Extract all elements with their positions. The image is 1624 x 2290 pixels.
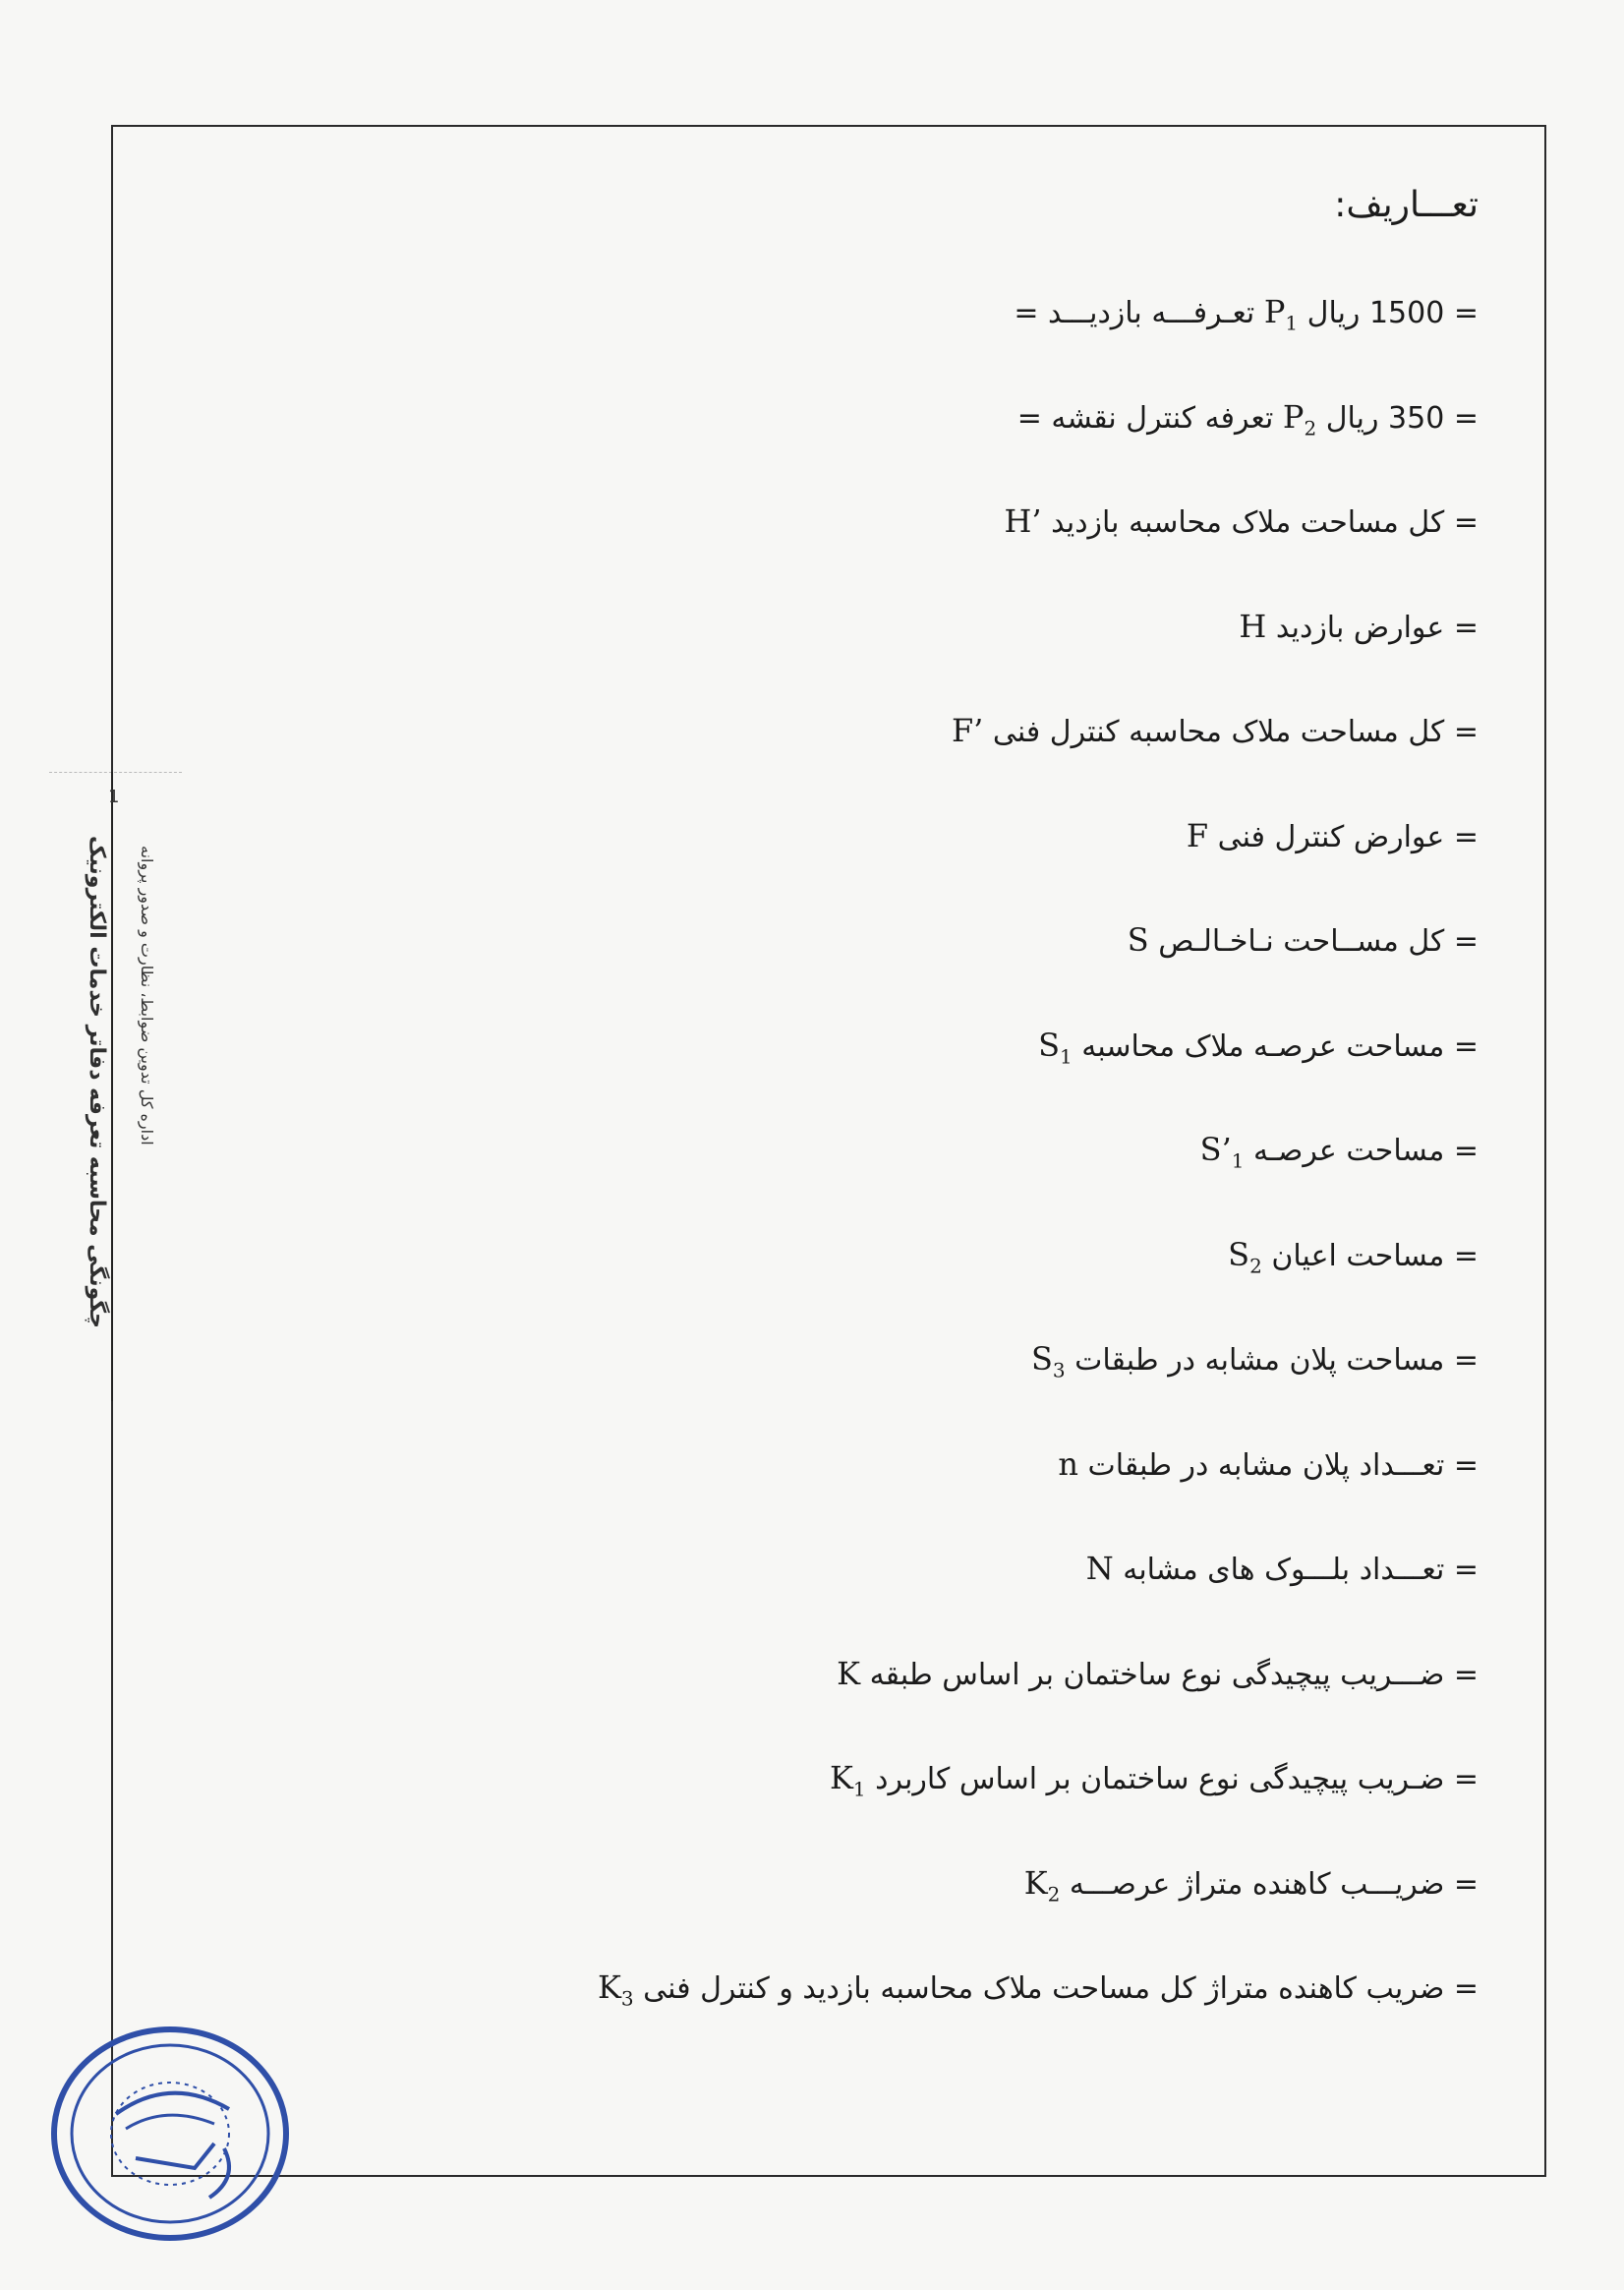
definition-text: = کل مســاحت نـاخـالـص — [1158, 924, 1479, 959]
symbol-subscript: 1 — [1231, 1148, 1245, 1173]
definition-row — [1031, 1337, 1479, 1391]
symbol-base: S — [1038, 1026, 1060, 1064]
symbol-base: n — [1058, 1444, 1078, 1483]
definition-text: = ضریـــب کاهنده متراژ عرصـــه — [1069, 1866, 1479, 1902]
definition-symbol — [1030, 1340, 1066, 1382]
symbol-base: F — [1186, 816, 1209, 854]
page-number: 1 — [108, 787, 120, 807]
margin-separator — [49, 772, 182, 773]
definition-text: = عوارض کنترل فنی — [1217, 819, 1479, 854]
definition-symbol — [1128, 921, 1149, 959]
definition-symbol — [1023, 1863, 1061, 1906]
definition-text: = تعـــداد بلـــوک های مشابه — [1123, 1553, 1479, 1587]
symbol-base: K — [597, 1968, 621, 2006]
definition-text: = مساحت عرصـه ملاک محاسبه — [1081, 1028, 1479, 1064]
header-rule — [111, 772, 113, 1401]
definition-symbol — [1004, 502, 1041, 540]
symbol-subscript: 2 — [1047, 1881, 1061, 1906]
definition-row — [1187, 814, 1479, 859]
definition-text: = مساحت عرصـه — [1253, 1134, 1479, 1168]
definition-symbol — [837, 1655, 860, 1692]
definition-symbol — [1199, 1131, 1245, 1173]
definition-symbol — [1228, 1235, 1262, 1277]
definition-text: = عوارض بازدید — [1275, 610, 1479, 645]
definition-text: = مساحت اعیان — [1271, 1238, 1479, 1273]
seal-stamp — [47, 2021, 293, 2247]
definition-symbol — [1187, 817, 1208, 854]
definition-symbol — [1038, 1026, 1073, 1068]
definition-symbol — [952, 712, 983, 749]
section-heading: تعـــاریف: — [1334, 185, 1479, 225]
definition-row — [1038, 1024, 1479, 1078]
definition-row — [1128, 918, 1479, 964]
symbol-base: S — [1228, 1235, 1250, 1273]
document-title: چگونگی محاسبه تعرفه دفاتر خدمات الکترونیک — [85, 836, 109, 1329]
symbol-subscript: 1 — [1059, 1043, 1073, 1068]
symbol-base: N — [1085, 1550, 1114, 1587]
definition-symbol — [1263, 293, 1299, 335]
definition-row — [1228, 1233, 1479, 1287]
definition-text: = مساحت پلان مشابه در طبقات — [1074, 1343, 1479, 1378]
definition-row — [1014, 290, 1479, 344]
definition-value: = 1500 ریال — [1306, 296, 1479, 330]
definition-symbol — [1058, 1445, 1078, 1483]
definition-row — [1200, 1128, 1479, 1182]
definition-row — [1004, 499, 1479, 545]
definition-row — [1058, 1442, 1479, 1488]
symbol-subscript: 2 — [1249, 1253, 1262, 1277]
definition-text: = کل مساحت ملاک محاسبه کنترل فنی — [992, 715, 1479, 749]
symbol-subscript: 3 — [620, 1986, 634, 2011]
definition-text: = کل مساحت ملاک محاسبه بازدید — [1051, 505, 1479, 540]
symbol-base: H’ — [1004, 502, 1042, 540]
definition-symbol — [1282, 397, 1317, 440]
definition-symbol — [829, 1759, 866, 1801]
symbol-subscript: 2 — [1304, 415, 1317, 440]
definition-row — [598, 1966, 1479, 2020]
definition-symbol — [1086, 1550, 1114, 1587]
definition-row — [1239, 605, 1479, 650]
definition-row — [1024, 1861, 1479, 1915]
symbol-base: S — [1030, 1340, 1053, 1378]
symbol-subscript: 1 — [852, 1777, 866, 1801]
definition-row — [837, 1652, 1479, 1697]
symbol-base: K — [837, 1654, 861, 1692]
symbol-base: K — [829, 1759, 853, 1796]
definition-text: تعرفه کنترل نقشه = — [1016, 400, 1274, 436]
definition-row — [830, 1756, 1479, 1810]
definition-symbol — [597, 1968, 634, 2011]
symbol-base: S’ — [1199, 1131, 1232, 1168]
definition-value: = 350 ریال — [1325, 400, 1479, 436]
definition-text: = ضریب کاهنده متراژ کل مساحت ملاک محاسبه بازدید و کنترل فنی — [643, 1971, 1479, 2006]
symbol-base: P — [1282, 397, 1305, 436]
symbol-base: H — [1239, 607, 1267, 645]
definition-row — [1086, 1547, 1479, 1592]
definition-text: = ضـــریب پیچیدگی نوع ساختمان بر اساس طبقه — [869, 1657, 1479, 1692]
symbol-subscript: 3 — [1052, 1358, 1066, 1382]
symbol-subscript: 1 — [1285, 311, 1299, 335]
definition-row — [1017, 395, 1479, 449]
department-subtitle: اداره کل تدوین ضوابط، نظارت و صدور پروانه — [138, 846, 156, 1145]
symbol-base: F’ — [951, 712, 984, 749]
definition-symbol — [1239, 608, 1266, 645]
definition-text: = ضـریب پیچیدگی نوع ساختمان بر اساس کاربرد — [875, 1762, 1479, 1796]
definition-row — [952, 709, 1479, 754]
symbol-base: P — [1263, 293, 1286, 330]
definition-text: = تعـــداد پلان مشابه در طبقات — [1087, 1447, 1479, 1483]
definition-text: تعـرفـــه بازدیـــد = — [1014, 296, 1255, 330]
symbol-base: K — [1023, 1863, 1048, 1902]
symbol-base: S — [1127, 921, 1149, 959]
